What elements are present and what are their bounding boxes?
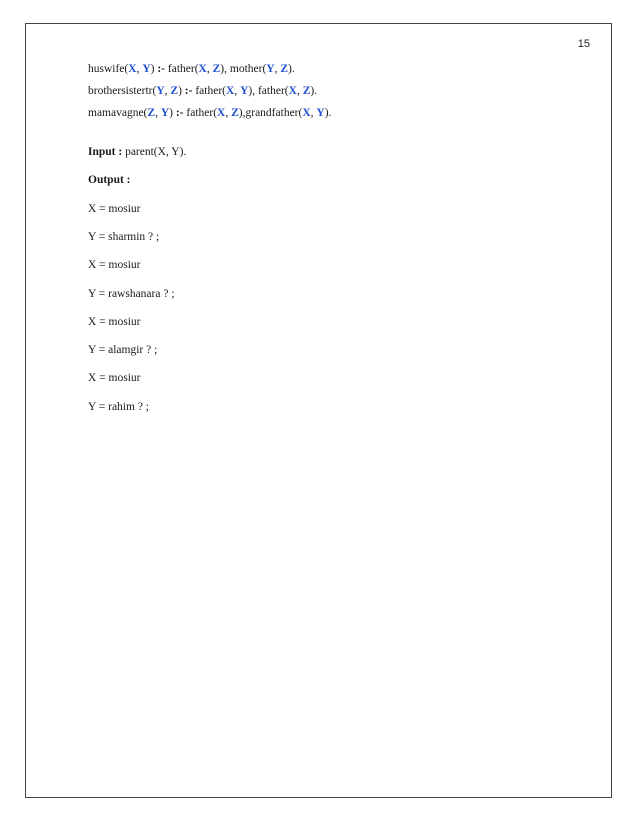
output-line: X = mosiur xyxy=(88,316,141,328)
variable: X xyxy=(226,85,235,97)
separator: , xyxy=(206,63,213,75)
output-label xyxy=(88,174,131,186)
variable: Z xyxy=(280,63,289,75)
separator: , xyxy=(136,63,143,75)
rule-head: brothersistertr( xyxy=(88,85,157,97)
goal-end: ). xyxy=(288,63,295,75)
rule-mamavagne xyxy=(88,107,331,119)
variable: Z xyxy=(302,85,311,97)
variable: Y xyxy=(156,85,165,97)
variable: X xyxy=(217,107,226,119)
goal-end: ). xyxy=(324,107,332,119)
neck-operator: :- xyxy=(154,63,166,75)
variable: Z xyxy=(170,85,179,97)
input-line xyxy=(88,146,186,158)
rule-brothersistertr xyxy=(88,85,317,97)
output-line: X = mosiur xyxy=(88,203,141,215)
neck-operator: :- xyxy=(172,107,184,119)
variable: X xyxy=(302,107,311,119)
separator: , xyxy=(225,107,232,119)
rule-head: mamavagne( xyxy=(88,107,148,119)
goal-name: mother( xyxy=(227,63,267,75)
paren: ) xyxy=(169,107,173,119)
separator: , xyxy=(234,85,241,97)
input-query: parent(X, Y). xyxy=(122,146,187,158)
variable: Z xyxy=(212,63,221,75)
variable: Y xyxy=(266,63,275,75)
paren: ) xyxy=(178,85,182,97)
separator: , xyxy=(274,63,281,75)
goal-end: ), xyxy=(238,107,246,119)
output-line: Y = alamgir ? ; xyxy=(88,344,158,356)
goal-end: ). xyxy=(310,85,318,97)
goal-name: father( xyxy=(165,63,199,75)
separator: , xyxy=(310,107,317,119)
rule-huswife xyxy=(88,63,295,75)
goal-name: father( xyxy=(192,85,226,97)
page-number: 15 xyxy=(577,38,590,50)
separator: , xyxy=(296,85,303,97)
goal-end: ), xyxy=(248,85,256,97)
output-line: X = mosiur xyxy=(88,259,141,271)
output-line: Y = rawshanara ? ; xyxy=(88,288,175,300)
goal-name: father( xyxy=(255,85,289,97)
paren: ) xyxy=(150,63,155,75)
variable: Y xyxy=(142,63,151,75)
input-label: Input : xyxy=(88,146,123,158)
variable: Y xyxy=(160,107,170,119)
neck-operator: :- xyxy=(181,85,193,97)
variable: Z xyxy=(231,107,239,119)
output-line: Y = sharmin ? ; xyxy=(88,231,160,243)
variable: Y xyxy=(240,85,249,97)
variable: X xyxy=(198,63,207,75)
variable: X xyxy=(128,63,137,75)
separator: , xyxy=(164,85,171,97)
output-line: X = mosiur xyxy=(88,372,141,384)
separator: , xyxy=(155,107,161,119)
goal-end: ), xyxy=(220,63,227,75)
variable: X xyxy=(288,85,297,97)
rule-head: huswife( xyxy=(88,63,129,75)
output-label-text: Output : xyxy=(88,174,131,186)
goal-name: grandfather( xyxy=(245,107,303,119)
variable: Y xyxy=(316,107,325,119)
output-line: Y = rahim ? ; xyxy=(88,401,149,413)
variable: Z xyxy=(147,107,156,119)
goal-name: father( xyxy=(183,107,218,119)
